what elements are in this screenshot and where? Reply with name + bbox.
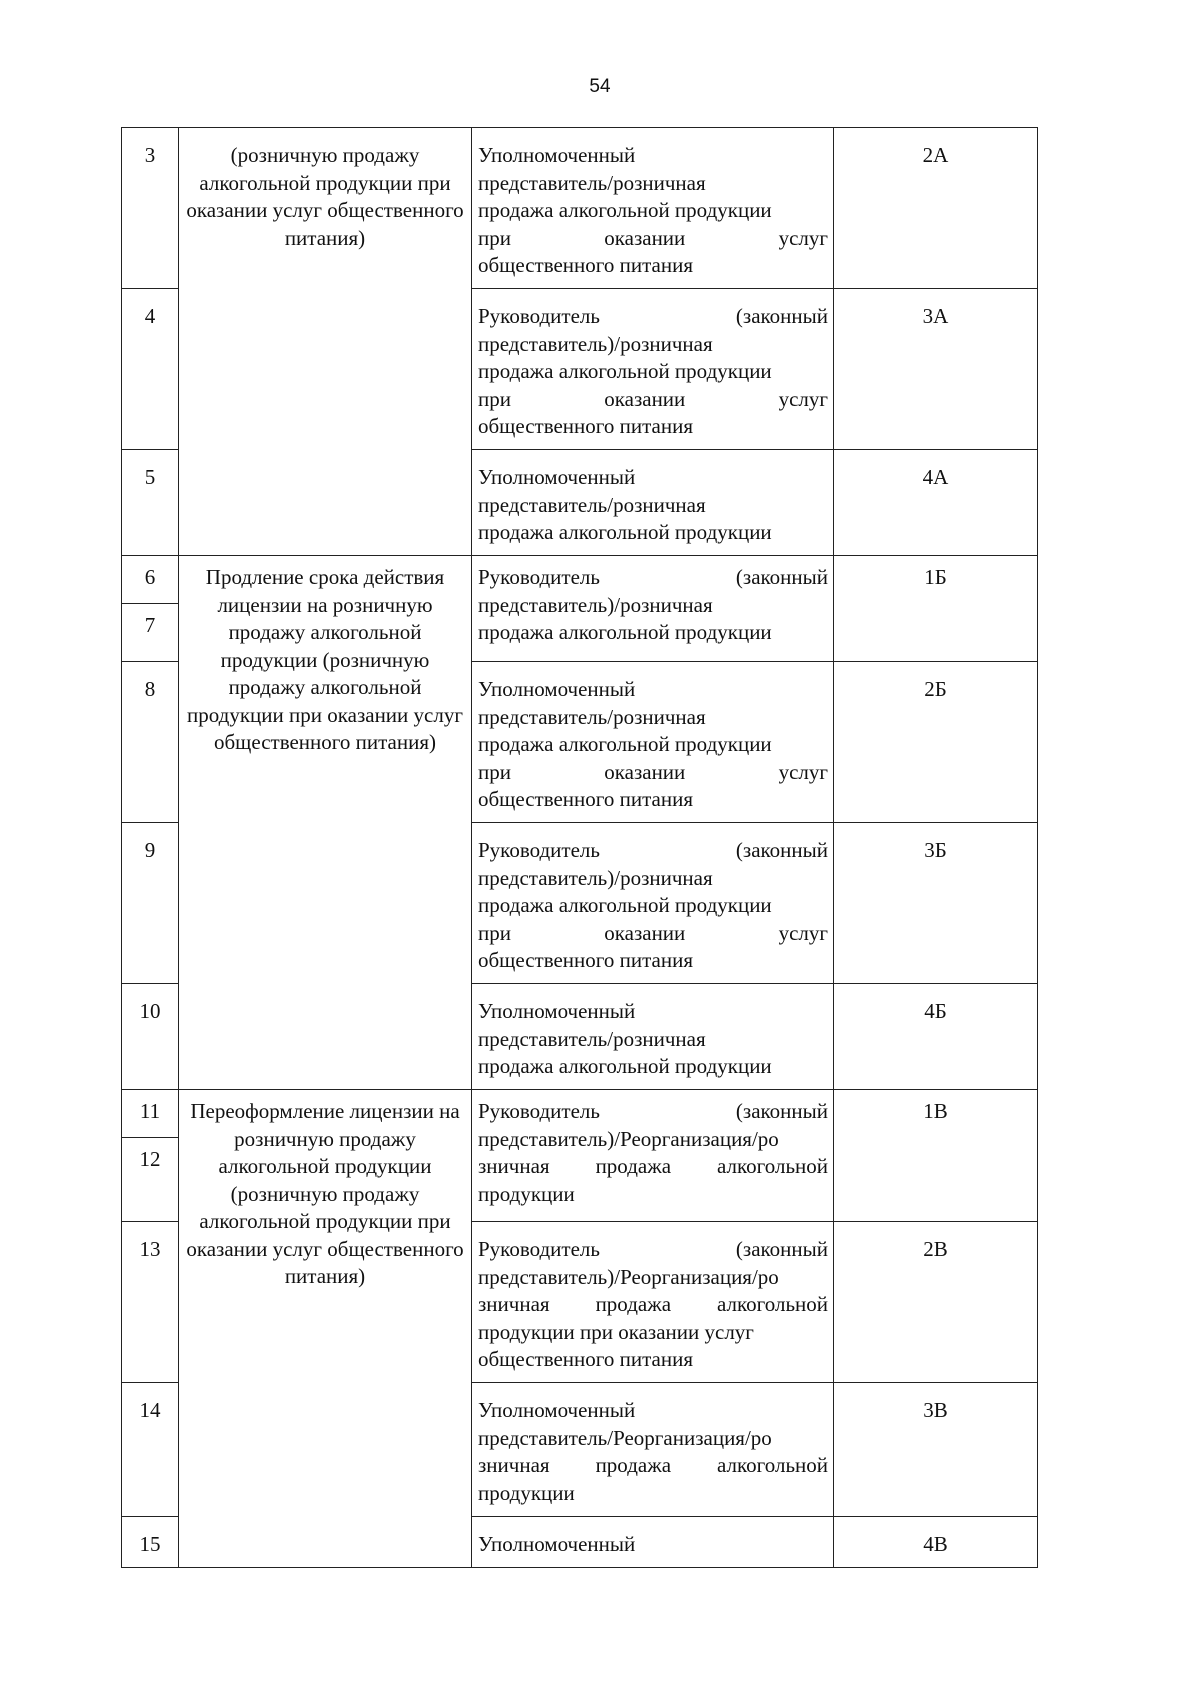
row-number: 13 [122,1222,179,1383]
code-cell: 2В [834,1222,1038,1383]
row-number: 3 [122,128,179,289]
row-number: 7 [122,604,179,662]
description-cell: Руководитель (законный представитель)/Реорганизация/ро зничная продажа алкогольной продукции при оказании услуг общественного питания [472,1222,834,1383]
description-cell: Уполномоченный [472,1517,834,1568]
description-cell: Уполномоченный представитель/Реорганизация/ро зничная продажа алкогольной продукции [472,1383,834,1517]
row-number: 8 [122,662,179,823]
row-number: 14 [122,1383,179,1517]
row-number: 6 [122,556,179,604]
description-cell: Уполномоченный представитель/розничная продажа алкогольной продукции [472,984,834,1090]
code-cell: 2Б [834,662,1038,823]
license-table [121,127,1038,1568]
row-number: 4 [122,289,179,450]
code-cell: 2А [834,128,1038,289]
description-cell: Руководитель (законный представитель)/розничная продажа алкогольной продукции [472,556,834,662]
table-row [122,128,1038,289]
code-cell: 1Б [834,556,1038,662]
code-cell: 4Б [834,984,1038,1090]
row-number: 10 [122,984,179,1090]
page-number: 54 [589,76,611,97]
description-cell: Уполномоченный представитель/розничная продажа алкогольной продукции при оказании услуг общественного питания [472,128,834,289]
table-row [122,556,1038,604]
row-number: 12 [122,1138,179,1222]
description-cell: Руководитель (законный представитель)/Реорганизация/ро зничная продажа алкогольной продукции [472,1090,834,1222]
service-cell: (розничную продажу алкогольной продукции при оказании услуг общественного питания) [179,128,472,556]
description-cell: Уполномоченный представитель/розничная продажа алкогольной продукции [472,450,834,556]
service-cell: Продление срока действия лицензии на розничную продажу алкогольной продукции (розничную продажу алкогольной продукции при оказании услуг общественного питания) [179,556,472,1090]
row-number: 9 [122,823,179,984]
description-cell: Руководитель (законный представитель)/розничная продажа алкогольной продукции при оказании услуг общественного питания [472,823,834,984]
code-cell: 3В [834,1383,1038,1517]
description-cell: Руководитель (законный представитель)/розничная продажа алкогольной продукции при оказании услуг общественного питания [472,289,834,450]
code-cell: 4В [834,1517,1038,1568]
row-number: 5 [122,450,179,556]
service-cell: Переоформление лицензии на розничную продажу алкогольной продукции (розничную продажу алкогольной продукции при оказании услуг общественного питания) [179,1090,472,1568]
table-row [122,1090,1038,1138]
code-cell: 4А [834,450,1038,556]
description-cell: Уполномоченный представитель/розничная продажа алкогольной продукции при оказании услуг общественного питания [472,662,834,823]
code-cell: 1В [834,1090,1038,1222]
code-cell: 3А [834,289,1038,450]
row-number: 11 [122,1090,179,1138]
code-cell: 3Б [834,823,1038,984]
row-number: 15 [122,1517,179,1568]
